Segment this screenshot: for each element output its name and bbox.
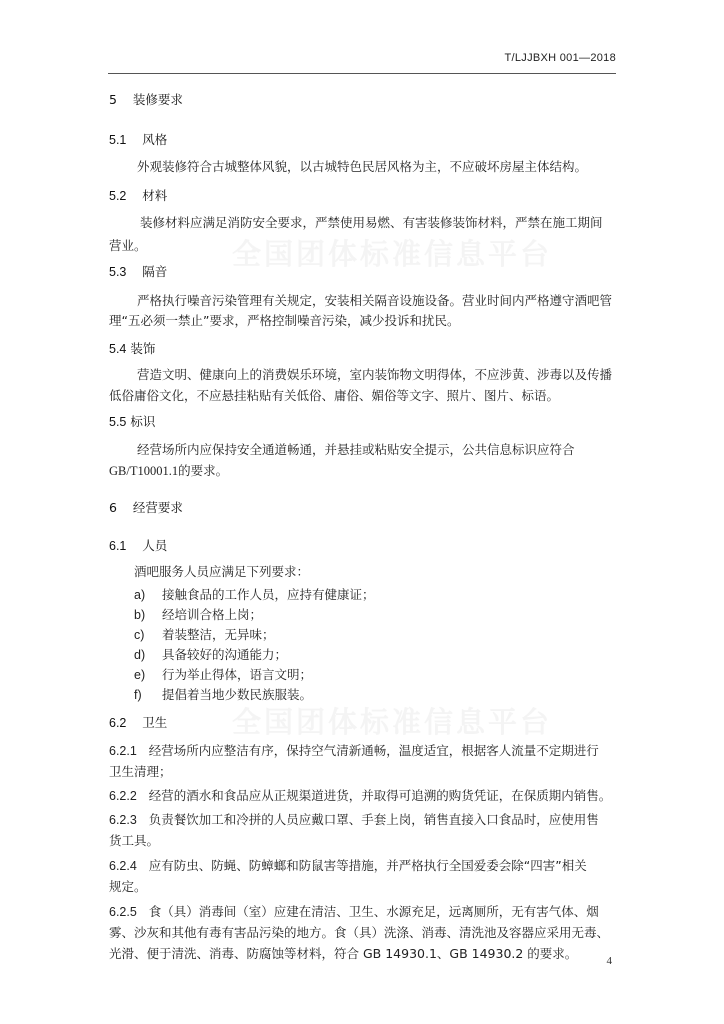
clause-number: 5.5 — [109, 415, 127, 429]
clause-number: 6.2.4 — [109, 859, 137, 873]
watermark-bottom: 全国团体标准信息平台 — [232, 705, 553, 739]
clause-title: 卫生 — [142, 715, 168, 730]
list-marker: a) — [134, 588, 146, 602]
clause-6-2-5-line1 — [109, 902, 599, 920]
section-5-4-text-line1: 营造文明、健康向上的消费娱乐环境，室内装饰物文明得体，不应涉黄、涉毒以及传播 — [137, 367, 613, 382]
clause-number: 5.4 — [109, 342, 127, 356]
section-5-5-text-line2: GB/T10001.1的要求。 — [109, 464, 229, 478]
section-title: 装修要求 — [132, 92, 183, 107]
section-5-3-text-line2: 理“五必须一禁止”要求，严格控制噪音污染，减少投诉和扰民。 — [109, 313, 460, 328]
header-rule — [108, 73, 616, 74]
section-5-1-text: 外观装修符合古城整体风貌，以古城特色民居风格为主，不应破坏房屋主体结构。 — [137, 159, 588, 174]
section-6-1-heading — [109, 536, 167, 554]
clause-6-2-5-line3: 光滑、便于清洗、消毒、防腐蚀等材料，符合 GB 14930.1、GB 14930.2 的要求。 — [109, 946, 578, 961]
clause-number: 5.2 — [109, 189, 127, 203]
clause-number: 6.2.5 — [109, 905, 137, 919]
section-5-5-heading — [109, 412, 155, 430]
section-5-3-heading — [109, 262, 167, 280]
list-item-text: 提倡着当地少数民族服装。 — [162, 687, 313, 702]
clause-number: 6.2.2 — [109, 789, 137, 803]
section-6-1-intro: 酒吧服务人员应满足下列要求： — [134, 564, 310, 579]
section-5-4-text-line2: 低俗庸俗文化，不应悬挂粘贴有关低俗、庸俗、媚俗等文字、照片、图片、标语。 — [109, 388, 560, 403]
section-number: 6 — [109, 500, 117, 515]
list-item — [134, 665, 312, 683]
list-item-text: 经培训合格上岗； — [162, 607, 263, 622]
list-marker: f) — [134, 688, 142, 702]
clause-6-2-3-line1 — [109, 810, 599, 828]
page-number: 4 — [606, 955, 612, 967]
clause-6-2-1-line2: 卫生清理； — [109, 764, 172, 779]
clause-title: 标识 — [130, 414, 156, 429]
list-item — [134, 605, 262, 623]
standard-code: T/LJJBXH 001—2018 — [504, 52, 616, 64]
clause-text: 经营场所内应整洁有序，保持空气清新通畅，温度适宜，根据客人流量不定期进行 — [148, 743, 599, 758]
list-item — [134, 585, 375, 603]
section-6-heading — [109, 498, 183, 516]
clause-text: 食（具）消毒间（室）应建在清洁、卫生、水源充足，远离厕所，无有害气体、烟 — [148, 904, 599, 919]
section-title: 经营要求 — [132, 500, 183, 515]
section-5-4-heading — [109, 339, 155, 357]
clause-title: 风格 — [142, 132, 168, 147]
watermark-top: 全国团体标准信息平台 — [232, 237, 553, 271]
section-6-2-heading — [109, 713, 167, 731]
clause-number: 6.2.1 — [109, 744, 137, 758]
clause-6-2-4-line1 — [109, 856, 587, 874]
section-5-2-text-line2: 营业。 — [109, 238, 147, 253]
clause-title: 装饰 — [130, 341, 156, 356]
section-5-1-heading — [109, 130, 167, 148]
clause-number: 5.3 — [109, 265, 127, 279]
section-number: 5 — [109, 92, 117, 107]
clause-6-2-3-line2: 货工具。 — [109, 833, 160, 848]
clause-6-2-4-line2: 规定。 — [109, 879, 147, 894]
list-item — [134, 685, 312, 703]
clause-number: 6.1 — [109, 539, 127, 553]
clause-6-2-1-line1 — [109, 741, 599, 759]
clause-title: 人员 — [142, 538, 168, 553]
clause-number: 6.2 — [109, 716, 127, 730]
list-marker: b) — [134, 608, 146, 622]
list-marker: c) — [134, 628, 145, 642]
clause-6-2-2-line1 — [109, 786, 611, 804]
list-item-text: 行为举止得体，语言文明； — [162, 667, 313, 682]
list-item — [134, 645, 287, 663]
clause-number: 5.1 — [109, 133, 127, 147]
list-marker: d) — [134, 648, 146, 662]
list-marker: e) — [134, 668, 146, 682]
clause-title: 隔音 — [142, 264, 168, 279]
section-5-3-text-line1: 严格执行噪音污染管理有关规定，安装相关隔音设施设备。营业时间内严格遵守酒吧管 — [137, 293, 613, 308]
list-item — [134, 625, 275, 643]
list-item-text: 着装整洁，无异味； — [162, 627, 275, 642]
clause-6-2-5-line2: 雾、沙灰和其他有毒有害品污染的地方。食（具）洗涤、消毒、清洗池及容器应采用无毒、 — [109, 925, 610, 940]
clause-text: 应有防虫、防蝇、防蟑螂和防鼠害等措施，并严格执行全国爱委会除“四害”相关 — [148, 858, 587, 873]
clause-text: 经营的酒水和食品应从正规渠道进货，并取得可追溯的购货凭证，在保质期内销售。 — [148, 788, 612, 803]
clause-number: 6.2.3 — [109, 813, 137, 827]
list-item-text: 接触食品的工作人员，应持有健康证； — [162, 587, 375, 602]
section-5-2-heading — [109, 186, 167, 204]
list-item-text: 具备较好的沟通能力； — [162, 647, 288, 662]
clause-title: 材料 — [142, 188, 168, 203]
section-5-heading — [109, 90, 183, 108]
clause-text: 负责餐饮加工和冷拼的人员应戴口罩、手套上岗，销售直接入口食品时，应使用售 — [148, 812, 599, 827]
section-5-5-text-line1: 经营场所内应保持安全通道畅通，并悬挂或粘贴安全提示，公共信息标识应符合 — [137, 442, 575, 457]
section-5-2-text-line1: 装修材料应满足消防安全要求，严禁使用易燃、有害装修装饰材料，严禁在施工期间 — [140, 215, 603, 230]
